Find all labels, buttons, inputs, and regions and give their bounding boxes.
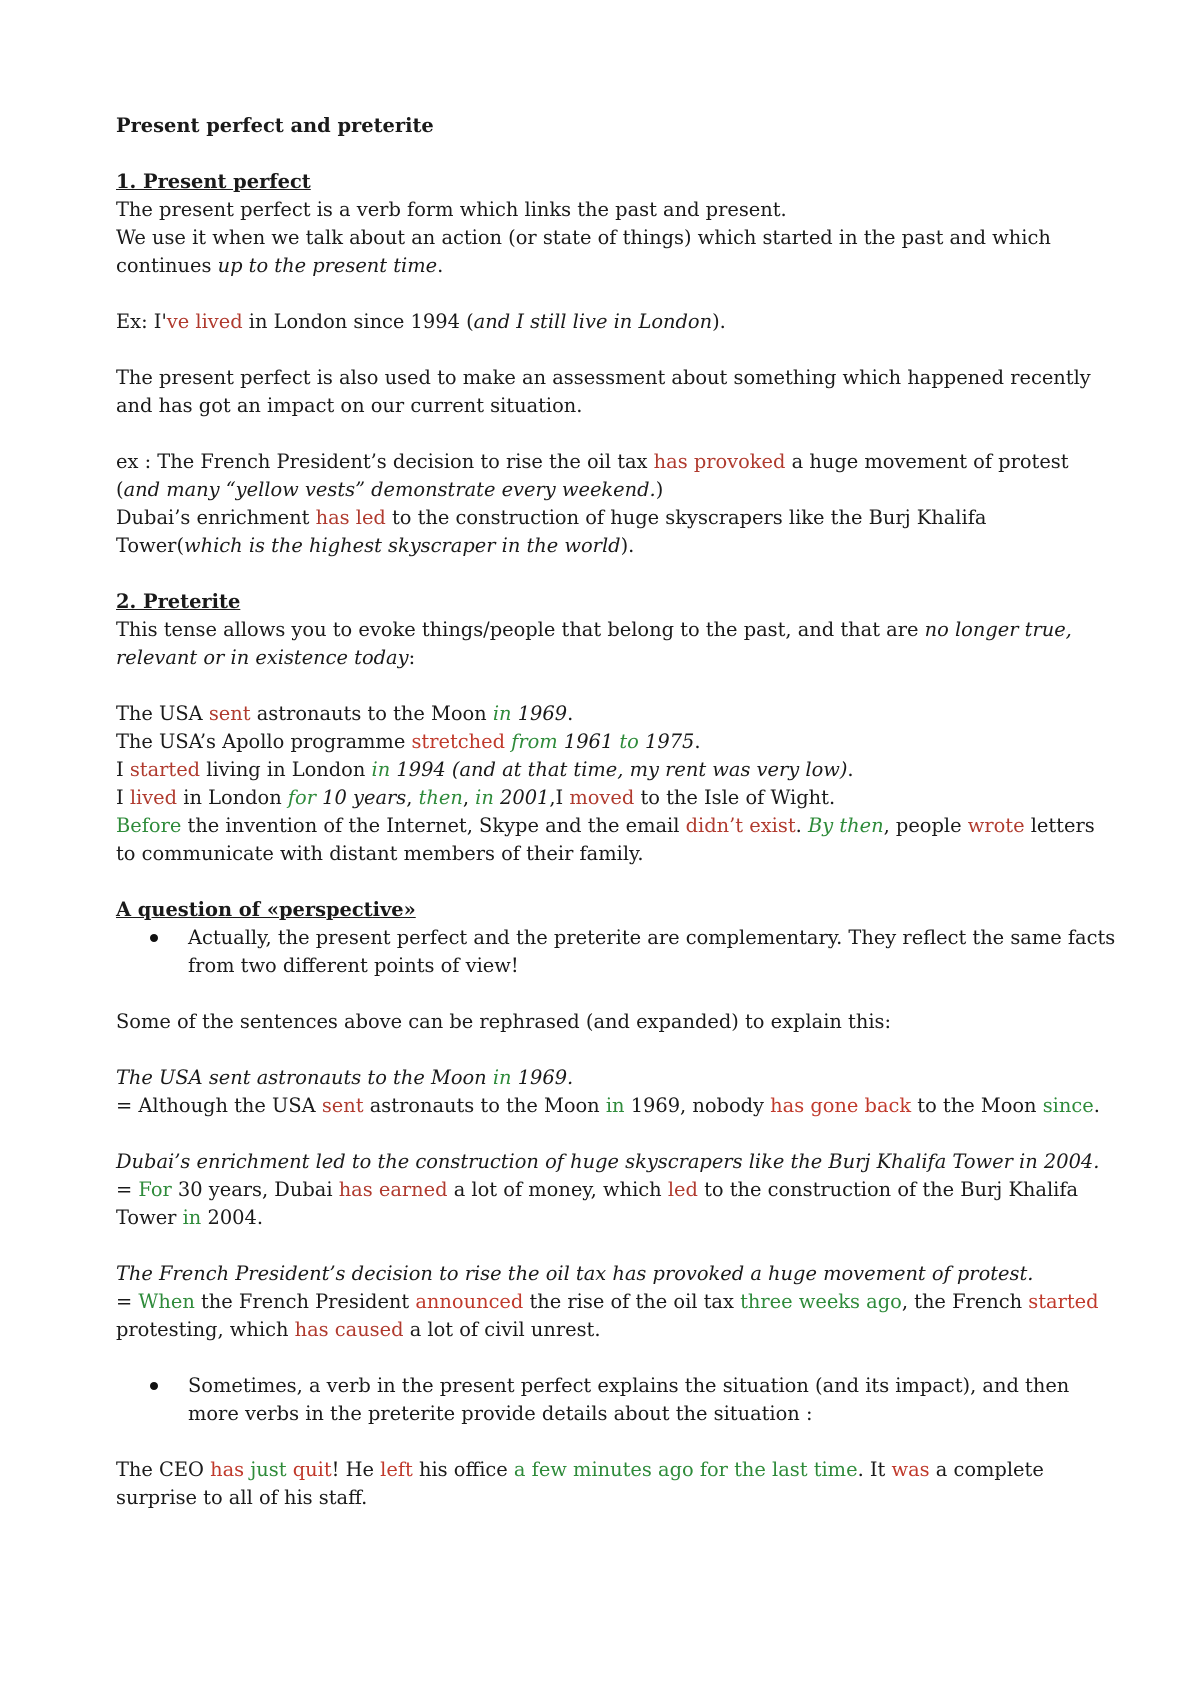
example-sentence: ex : The French President’s decision to rise the oil tax has provoked a huge movement of protest [116, 450, 1069, 473]
example-sentence: The French President’s decision to rise the oil tax has provoked a huge movement of protest. [116, 1262, 1034, 1285]
bullet-item: Sometimes, a verb in the present perfect explains the situation (and its impact), and then [116, 1372, 1120, 1400]
example-sentence: Ex: I've lived in London since 1994 (and I still live in London). [116, 310, 726, 333]
example-sentence: Tower(which is the highest skyscraper in the world). [116, 534, 635, 557]
rephrased-sentence: protesting, which has caused a lot of civil unrest. [116, 1318, 601, 1341]
example-sentence: Before the invention of the Internet, Skype and the email didn’t exist. By then, people wrote letters [116, 814, 1095, 837]
example-sentence: to communicate with distant members of their family. [116, 842, 644, 865]
paragraph: The present perfect is a verb form which links the past and present. [116, 198, 787, 221]
example-sentence: The USA sent astronauts to the Moon in 1969. [116, 1066, 574, 1089]
paragraph: We use it when we talk about an action (or state of things) which started in the past and which [116, 226, 1051, 249]
section-heading-preterite: 2. Preterite [116, 590, 241, 613]
example-sentence: surprise to all of his staff. [116, 1486, 368, 1509]
paragraph: and has got an impact on our current situation. [116, 394, 583, 417]
paragraph: The present perfect is also used to make an assessment about something which happened recently [116, 366, 1091, 389]
bullet-icon [150, 934, 158, 942]
paragraph: This tense allows you to evoke things/people that belong to the past, and that are no longer true, [116, 618, 1072, 641]
section-heading-present-perfect: 1. Present perfect [116, 170, 311, 193]
example-sentence: The USA’s Apollo programme stretched from 1961 to 1975. [116, 730, 701, 753]
rephrased-sentence: Tower in 2004. [116, 1206, 263, 1229]
paragraph: continues up to the present time. [116, 254, 444, 277]
example-sentence: The USA sent astronauts to the Moon in 1969. [116, 702, 574, 725]
paragraph: Some of the sentences above can be rephrased (and expanded) to explain this: [116, 1010, 892, 1033]
example-sentence: Dubai’s enrichment led to the construction of huge skyscrapers like the Burj Khalifa Tower in 2004. [116, 1150, 1100, 1173]
section-heading-perspective: A question of «perspective» [116, 898, 416, 921]
rephrased-sentence: = For 30 years, Dubai has earned a lot of money, which led to the construction of the Burj Khalifa [116, 1178, 1079, 1201]
rephrased-sentence: = When the French President announced the rise of the oil tax three weeks ago, the French started [116, 1290, 1099, 1313]
bullet-icon [150, 1382, 158, 1390]
rephrased-sentence: = Although the USA sent astronauts to the Moon in 1969, nobody has gone back to the Moon since. [116, 1094, 1100, 1117]
bullet-item: Actually, the present perfect and the preterite are complementary. They reflect the same facts [116, 924, 1120, 952]
example-sentence: The CEO has just quit! He left his office a few minutes ago for the last time. It was a complete [116, 1458, 1044, 1481]
example-sentence: I started living in London in 1994 (and at that time, my rent was very low). [116, 758, 854, 781]
example-sentence: (and many “yellow vests” demonstrate every weekend.) [116, 478, 664, 501]
paragraph: relevant or in existence today: [116, 646, 416, 669]
document-title: Present perfect and preterite [116, 114, 434, 137]
bullet-item-continuation: more verbs in the preterite provide details about the situation : [188, 1402, 813, 1425]
bullet-item-continuation: from two different points of view! [188, 954, 519, 977]
example-sentence: Dubai’s enrichment has led to the construction of huge skyscrapers like the Burj Khalifa [116, 506, 987, 529]
example-sentence: I lived in London for 10 years, then, in 2001,I moved to the Isle of Wight. [116, 786, 836, 809]
